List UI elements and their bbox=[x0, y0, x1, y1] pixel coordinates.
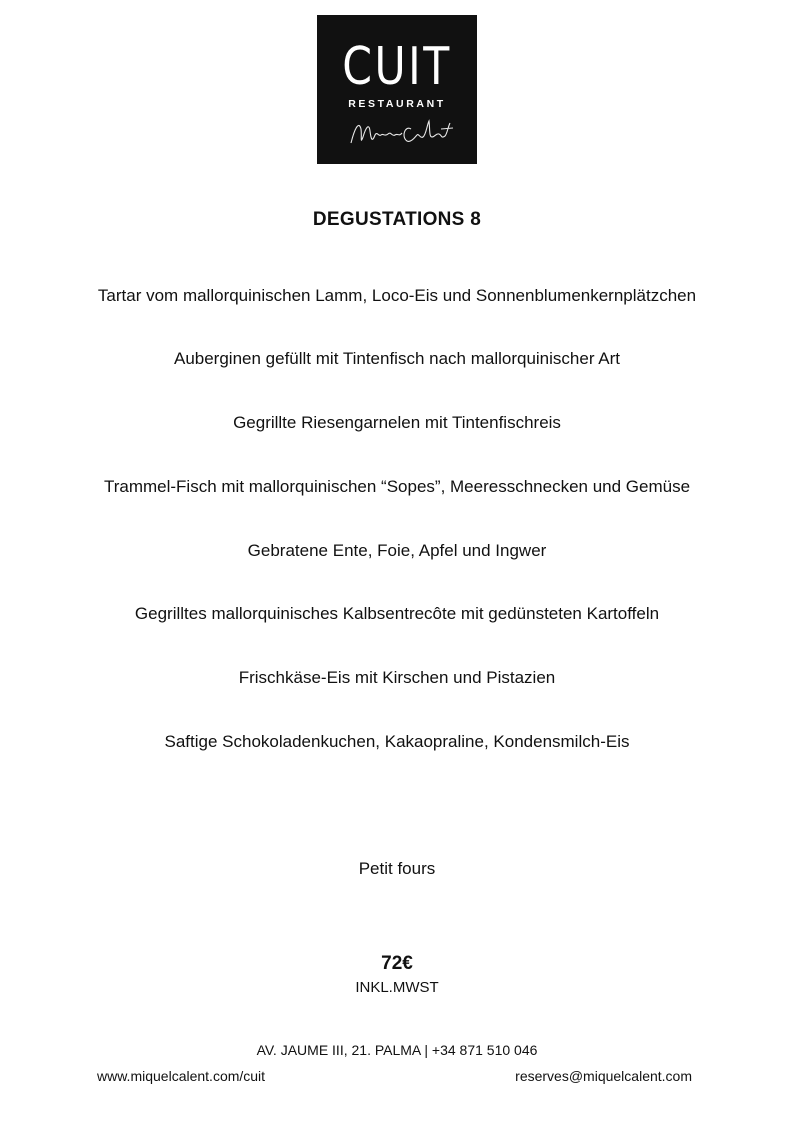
tax-note: INKL.MWST bbox=[355, 979, 439, 996]
course-item: Auberginen gefüllt mit Tintenfisch nach mallorquinischer Art bbox=[173, 349, 620, 368]
restaurant-logo bbox=[317, 15, 477, 164]
footer-website-link[interactable]: www.miquelcalent.com/cuit bbox=[97, 1068, 266, 1084]
petit-fours: Petit fours bbox=[358, 859, 436, 878]
course-item: Tartar vom mallorquinischen Lamm, Loco-Eis und Sonnenblumenkernplätzchen bbox=[97, 286, 697, 305]
footer-address: AV. JAUME III, 21. PALMA | +34 871 510 046 bbox=[256, 1042, 538, 1058]
signature-graphic bbox=[345, 107, 455, 155]
course-item: Gegrilltes mallorquinisches Kalbsentrecôte mit gedünsteten Kartoffeln bbox=[134, 604, 660, 623]
course-item: Trammel-Fisch mit mallorquinischen “Sopes”, Meeresschnecken und Gemüse bbox=[103, 477, 691, 496]
logo-brand: CUIT bbox=[342, 37, 452, 97]
course-item: Saftige Schokoladenkuchen, Kakaopraline, Kondensmilch-Eis bbox=[164, 732, 630, 751]
menu-title: DEGUSTATIONS 8 bbox=[312, 209, 482, 230]
course-item: Frischkäse-Eis mit Kirschen und Pistazien bbox=[238, 668, 556, 687]
logo-subtitle: RESTAURANT bbox=[348, 98, 446, 110]
course-item: Gegrillte Riesengarnelen mit Tintenfischreis bbox=[233, 413, 561, 432]
course-item: Gebratene Ente, Foie, Apfel und Ingwer bbox=[247, 541, 547, 560]
menu-price: 72€ bbox=[381, 953, 413, 974]
footer-email-link[interactable]: reserves@miquelcalent.com bbox=[515, 1068, 692, 1084]
